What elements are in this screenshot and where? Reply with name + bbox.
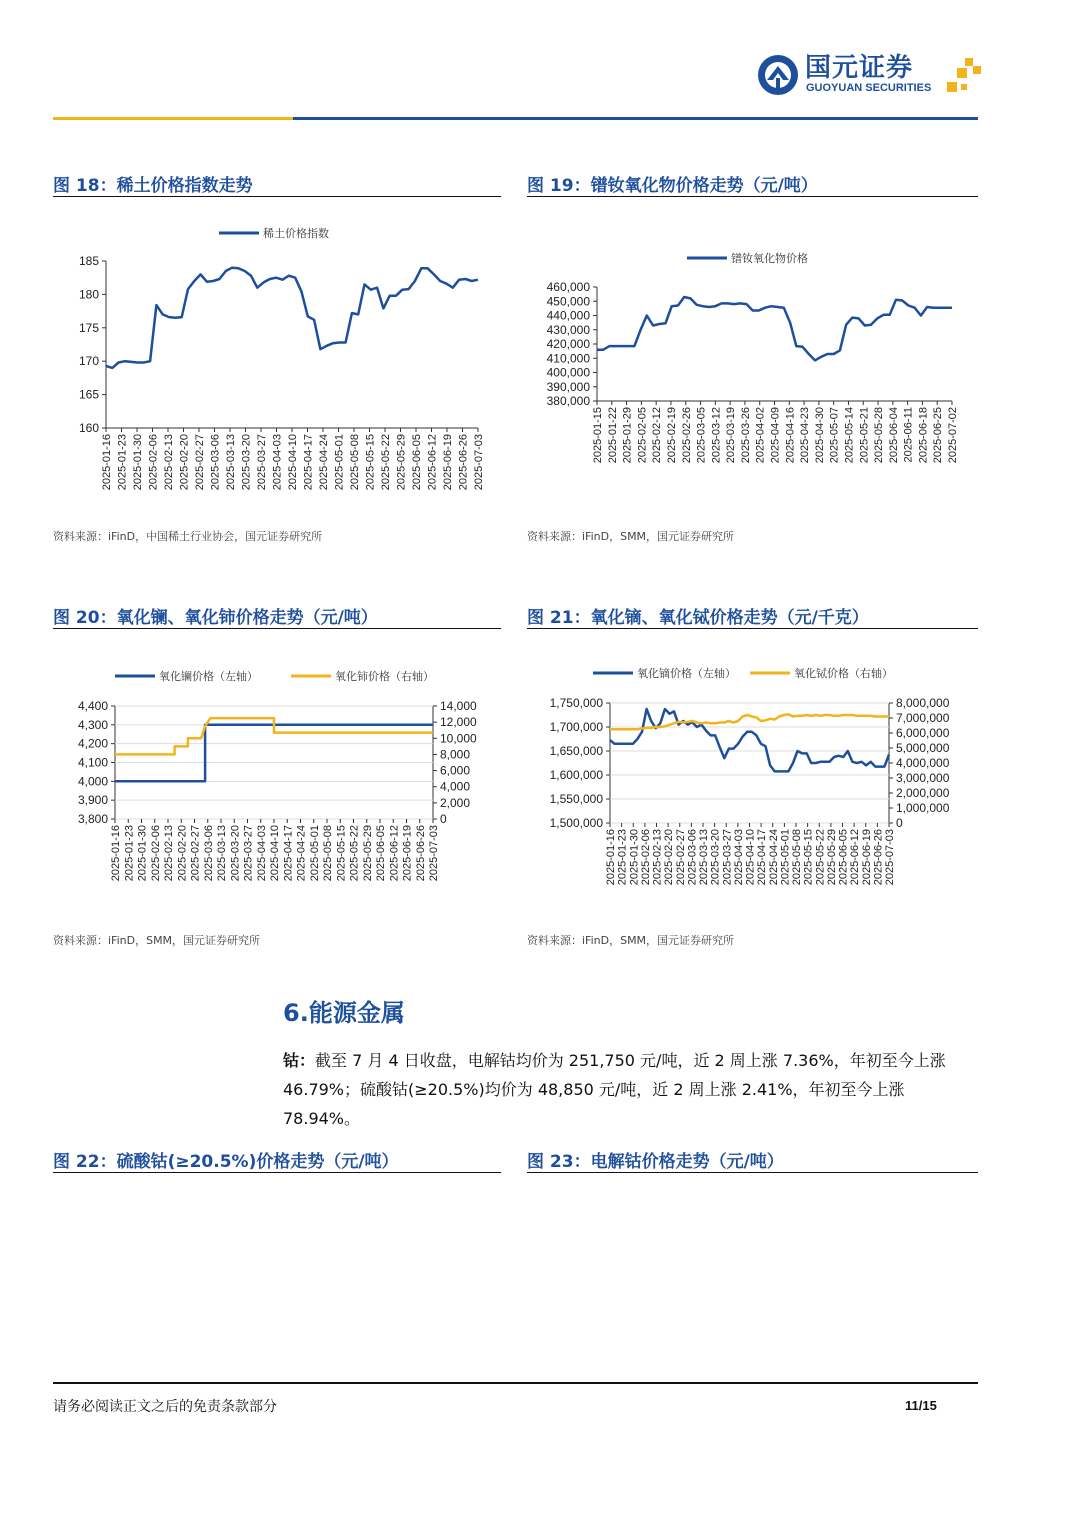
x-tick-label: 2025-03-19 [725,407,738,464]
y-right-tick-label: 6,000 [440,763,471,778]
x-tick-label: 2025-04-17 [756,829,769,886]
x-tick-label: 2025-02-27 [674,829,687,886]
x-tick-label: 2025-06-12 [849,829,862,886]
x-tick-label: 2025-03-13 [225,434,237,491]
x-tick-label: 2025-04-16 [784,407,797,464]
y-right-tick-label: 4,000 [440,779,471,794]
x-tick-label: 2025-05-08 [349,434,361,491]
x-tick-label: 2025-05-14 [843,407,856,464]
x-tick-label: 2025-06-04 [887,407,900,464]
y-right-tick-label: 0 [440,812,447,826]
figure-19-rule [527,196,978,197]
x-tick-label: 2025-03-13 [698,829,710,886]
x-tick-label: 2025-04-30 [813,407,826,464]
x-tick-label: 2025-01-16 [605,829,617,886]
x-tick-label: 2025-03-20 [709,829,722,886]
figure-19-source: 资料来源：iFinD，SMM，国元证券研究所 [527,530,735,543]
y-tick-label: 1,600,000 [549,768,603,782]
y-tick-label: 185 [78,254,99,268]
x-tick-label: 2025-05-22 [348,825,361,882]
x-tick-label: 2025-04-03 [271,434,284,491]
legend-label-2: 氧化铈价格（右轴） [335,671,434,683]
x-tick-label: 2025-07-03 [473,434,485,491]
y-right-tick-label: 8,000 [440,747,471,762]
legend-label-1: 镨钕氧化物价格 [731,253,808,265]
x-tick-label: 2025-07-03 [428,825,440,882]
figure-22-title: 图 22：硫酸钴(≥20.5%)价格走势（元/吨） [53,1152,399,1172]
x-tick-label: 2025-03-13 [216,825,228,882]
x-tick-label: 2025-05-22 [814,829,827,886]
x-tick-label: 2025-05-21 [858,407,871,464]
x-tick-label: 2025-06-26 [414,825,427,882]
figure-21-source: 资料来源：iFinD，SMM，国元证券研究所 [527,934,735,947]
y-right-tick-label: 4,000,000 [896,756,950,770]
x-tick-label: 2025-01-16 [101,434,113,491]
x-tick-label: 2025-05-29 [361,825,374,882]
figure-18-source: 资料来源：iFinD，中国稀土行业协会，国元证券研究所 [53,530,323,543]
y-right-tick-label: 2,000 [440,795,471,810]
x-tick-label: 2025-02-06 [147,434,160,491]
x-tick-label: 2025-05-29 [825,829,838,886]
x-tick-label: 2025-04-10 [269,825,281,882]
y-tick-label: 3,800 [77,812,108,826]
x-tick-label: 2025-01-30 [628,829,641,886]
x-tick-label: 2025-02-27 [189,825,202,882]
figure-20-rule [53,628,501,629]
y-tick-label: 170 [78,354,99,369]
figure-19-chart [527,205,978,515]
x-tick-label: 2025-02-26 [680,407,693,464]
figure-18-rule [53,196,501,197]
y-tick-label: 1,700,000 [549,720,603,734]
y-tick-label: 460,000 [546,280,590,294]
x-tick-label: 2025-02-05 [636,407,649,464]
x-tick-label: 2025-02-13 [651,829,664,886]
x-tick-label: 2025-01-30 [132,434,144,491]
y-tick-label: 4,200 [77,736,108,751]
y-right-tick-label: 6,000,000 [896,726,950,740]
x-tick-label: 2025-04-24 [767,829,780,886]
y-tick-label: 380,000 [546,394,590,408]
x-tick-label: 2025-06-12 [426,434,439,491]
page-number: 11/15 [905,1398,937,1413]
y-right-tick-label: 10,000 [440,731,477,746]
x-tick-label: 2025-04-10 [744,829,757,886]
figure-18-chart [53,205,501,515]
x-tick-label: 2025-05-15 [364,434,377,491]
x-tick-label: 2025-06-19 [401,825,414,882]
x-tick-label: 2025-01-22 [606,407,619,464]
figure-19-title: 图 19：镨钕氧化物价格走势（元/吨） [527,176,818,196]
legend-label-1: 氧化镝价格（左轴） [637,668,736,680]
x-tick-label: 2025-03-27 [256,434,268,491]
x-tick-label: 2025-02-27 [194,434,206,491]
x-tick-label: 2025-06-19 [442,434,454,491]
y-tick-label: 165 [78,387,99,402]
x-tick-label: 2025-03-06 [202,825,215,882]
series-line-1 [610,709,889,771]
x-tick-label: 2025-04-17 [282,825,295,882]
x-tick-label: 2025-03-05 [695,407,708,464]
series-line-2 [115,718,433,754]
figure-23-rule [527,1172,978,1173]
figure-23-title: 图 23：电解钴价格走势（元/吨） [527,1152,784,1172]
y-tick-label: 390,000 [546,379,590,394]
figure-22-rule [53,1172,501,1173]
y-right-tick-label: 3,000,000 [896,771,950,785]
x-tick-label: 2025-04-17 [302,434,315,491]
x-tick-label: 2025-06-05 [837,829,850,886]
x-tick-label: 2025-02-20 [176,825,189,882]
x-tick-label: 2025-01-23 [116,434,129,491]
figure-20-source: 资料来源：iFinD，SMM，国元证券研究所 [53,934,261,947]
y-right-tick-label: 5,000,000 [896,741,950,755]
x-tick-label: 2025-04-23 [799,407,812,464]
x-tick-label: 2025-05-08 [791,829,803,886]
paragraph-body: 截至 7 月 4 日收盘，电解钴均价为 251,750 元/吨，近 2 周上涨 7.36%，年初至今上涨 46.79%；硫酸钴(≥20.5%)均价为 48,850 元/吨，近 2 周上涨 2.41%，年初至今上涨 78.94%。 [283,1051,946,1128]
y-right-tick-label: 0 [896,816,903,830]
x-tick-label: 2025-06-25 [932,407,945,464]
y-tick-label: 160 [78,421,99,435]
x-tick-label: 2025-04-03 [732,829,745,886]
chart-f18-svg [53,205,501,515]
x-tick-label: 2025-04-10 [287,434,299,491]
x-tick-label: 2025-02-13 [163,825,175,882]
x-tick-label: 2025-03-20 [240,434,253,491]
y-right-tick-label: 2,000,000 [896,786,950,800]
x-tick-label: 2025-04-02 [754,407,767,464]
x-tick-label: 2025-06-12 [388,825,401,882]
x-tick-label: 2025-03-27 [721,829,734,886]
y-tick-label: 410,000 [546,351,590,366]
x-tick-label: 2025-01-30 [136,825,149,882]
y-tick-label: 450,000 [546,294,590,309]
x-tick-label: 2025-03-26 [739,407,752,464]
legend-label-1: 稀土价格指数 [263,228,329,240]
figure-21-rule [527,628,978,629]
y-right-tick-label: 8,000,000 [896,696,950,710]
x-tick-label: 2025-05-29 [395,434,408,491]
figure-21-chart [527,655,978,920]
company-logo [755,50,985,100]
x-tick-label: 2025-04-24 [318,434,330,491]
y-tick-label: 4,000 [77,774,108,789]
y-right-tick-label: 7,000,000 [896,711,950,725]
y-tick-label: 400,000 [546,365,590,380]
y-tick-label: 4,100 [77,755,108,770]
y-tick-label: 440,000 [546,308,590,323]
x-tick-label: 2025-01-23 [616,829,629,886]
section-paragraph [283,1046,978,1133]
logo-gold-squares-icon [945,56,983,96]
x-tick-label: 2025-05-08 [322,825,334,882]
x-tick-label: 2025-02-13 [163,434,175,491]
y-tick-label: 1,550,000 [549,792,603,806]
x-tick-label: 2025-02-20 [178,434,191,491]
y-tick-label: 1,500,000 [549,816,603,830]
figure-21-title: 图 21：氧化镝、氧化铽价格走势（元/千克） [527,608,869,628]
x-tick-label: 2025-02-20 [663,829,676,886]
figure-20-title: 图 20：氧化镧、氧化铈价格走势（元/吨） [53,608,378,628]
x-tick-label: 2025-03-20 [229,825,242,882]
x-tick-label: 2025-02-06 [639,829,652,886]
x-tick-label: 2025-01-29 [621,407,634,464]
x-tick-label: 2025-02-06 [149,825,162,882]
logo-emblem-icon [755,52,803,98]
x-tick-label: 2025-02-19 [665,407,678,464]
x-tick-label: 2025-06-18 [917,407,930,464]
x-tick-label: 2025-02-12 [651,407,664,464]
x-tick-label: 2025-05-01 [779,829,792,886]
chart-f19-svg [527,205,978,515]
legend-label-1: 氧化镧价格（左轴） [159,671,258,683]
y-right-tick-label: 1,000,000 [896,801,950,815]
x-tick-label: 2025-03-06 [209,434,222,491]
x-tick-label: 2025-07-03 [884,829,896,886]
x-tick-label: 2025-01-23 [123,825,136,882]
figure-18-title: 图 18：稀土价格指数走势 [53,176,253,196]
chart-f20-svg [53,655,501,920]
y-tick-label: 4,400 [77,699,108,713]
x-tick-label: 2025-05-15 [335,825,348,882]
x-tick-label: 2025-03-12 [710,407,723,464]
footer-disclaimer: 请务必阅读正文之后的免责条款部分 [53,1399,277,1415]
y-right-tick-label: 12,000 [440,715,477,730]
section-title: 6.能源金属 [283,999,405,1027]
x-tick-label: 2025-01-16 [110,825,122,882]
y-tick-label: 4,300 [77,717,108,732]
paragraph-lead: 钴： [283,1051,316,1070]
x-tick-label: 2025-06-26 [457,434,470,491]
chart-f21-svg [527,655,978,920]
x-tick-label: 2025-04-24 [295,825,308,882]
x-tick-label: 2025-06-05 [375,825,387,882]
y-tick-label: 1,750,000 [549,696,603,710]
legend-label-2: 氧化铽价格（右轴） [794,668,893,680]
x-tick-label: 2025-05-22 [380,434,392,491]
y-tick-label: 175 [78,320,99,335]
y-tick-label: 1,650,000 [549,744,603,758]
x-tick-label: 2025-01-15 [592,407,604,464]
footer-rule [53,1382,978,1384]
logo-chinese-name: 国元证券 [805,53,914,83]
x-tick-label: 2025-05-28 [873,407,886,464]
series-line-1 [106,268,478,368]
x-tick-label: 2025-04-03 [255,825,268,882]
y-tick-label: 180 [78,287,99,302]
y-tick-label: 430,000 [546,322,590,337]
x-tick-label: 2025-05-07 [828,407,841,464]
x-tick-label: 2025-06-11 [902,407,915,463]
header-rule-blue [293,117,978,120]
x-tick-label: 2025-05-15 [802,829,815,886]
y-tick-label: 420,000 [546,337,590,351]
header-rule-gold [53,117,293,120]
x-tick-label: 2025-06-05 [411,434,423,491]
x-tick-label: 2025-06-26 [872,829,885,886]
series-line-1 [597,297,952,360]
figure-20-chart [53,655,501,920]
x-tick-label: 2025-05-01 [308,825,321,882]
y-tick-label: 3,900 [77,793,108,808]
x-tick-label: 2025-03-27 [242,825,255,882]
x-tick-label: 2025-07-02 [947,407,959,464]
x-tick-label: 2025-04-09 [769,407,782,464]
x-tick-label: 2025-06-19 [860,829,873,886]
x-tick-label: 2025-03-06 [686,829,699,886]
y-right-tick-label: 14,000 [440,699,477,713]
logo-english-name: GUOYUAN SECURITIES [806,82,932,94]
x-tick-label: 2025-05-01 [333,434,346,491]
